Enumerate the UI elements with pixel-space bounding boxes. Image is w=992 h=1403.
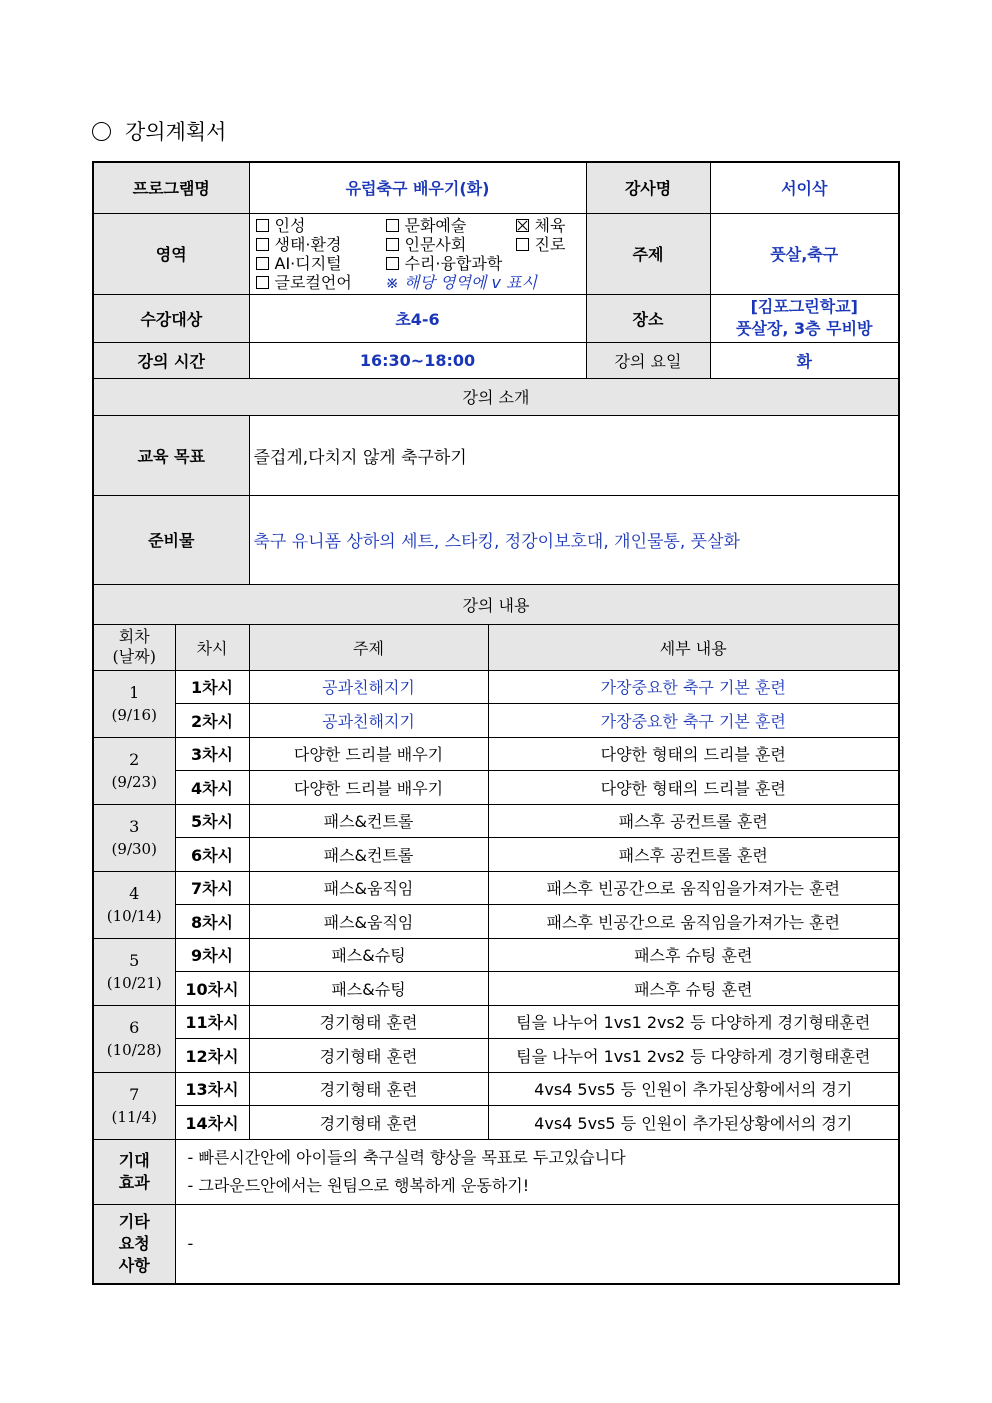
session-cell: 4차시 [175, 771, 249, 805]
session-topic-cell: 경기형태 훈련 [249, 1039, 488, 1073]
session-topic-cell: 경기형태 훈련 [249, 1106, 488, 1140]
prep-value: 축구 유니폼 상하의 세트, 스타킹, 정강이보호대, 개인물통, 풋살화 [249, 495, 899, 584]
session-cell: 2차시 [175, 704, 249, 738]
session-topic-cell: 경기형태 훈련 [249, 1072, 488, 1106]
program-label: 프로그램명 [93, 162, 249, 213]
topic-label: 주제 [586, 213, 710, 294]
area-label: 영역 [93, 213, 249, 294]
session-detail-cell: 패스후 빈공간으로 움직임을가져가는 훈련 [488, 905, 899, 939]
session-row [93, 737, 899, 771]
session-row [93, 771, 899, 805]
round-cell: 2 (9/23) [93, 737, 175, 804]
effects-label: 기대 효과 [93, 1139, 175, 1204]
session-detail-cell: 팀을 나누어 1vs1 2vs2 등 다양하게 경기형태훈련 [488, 1005, 899, 1039]
session-detail-cell: 가장중요한 축구 기본 훈련 [488, 670, 899, 704]
session-cell: 5차시 [175, 804, 249, 838]
session-row [93, 938, 899, 972]
checkbox-icon[interactable] [256, 219, 269, 232]
session-topic-cell: 공과친해지기 [249, 670, 488, 704]
session-detail-cell: 다양한 형태의 드리블 훈련 [488, 771, 899, 805]
session-row [93, 804, 899, 838]
session-topic-cell: 패스&슈팅 [249, 972, 488, 1006]
lecture-plan-table [92, 161, 900, 1285]
checkbox-icon[interactable] [256, 276, 269, 289]
instructor-value: 서이삭 [710, 162, 899, 213]
requests-row [93, 1204, 899, 1284]
area-checklist: 인성 문화예술 체육 생태·환경 인문사회 진로 AI·디지털 수리·융합과학 글로컬언어 ※ 해당 영역에 v 표시 [249, 213, 586, 294]
program-row [93, 162, 899, 213]
session-row [93, 670, 899, 704]
topic-value: 풋살,축구 [710, 213, 899, 294]
session-row [93, 704, 899, 738]
intro-section-title: 강의 소개 [93, 378, 899, 415]
session-cell: 6차시 [175, 838, 249, 872]
goal-value: 즐겁게,다치지 않게 축구하기 [249, 415, 899, 495]
session-detail-cell: 4vs4 5vs5 등 인원이 추가된상황에서의 경기 [488, 1072, 899, 1106]
session-detail-cell: 패스후 빈공간으로 움직임을가져가는 훈련 [488, 871, 899, 905]
area-note: ※ 해당 영역에 v 표시 [385, 272, 537, 292]
checkbox-icon[interactable] [256, 238, 269, 251]
instructor-label: 강사명 [586, 162, 710, 213]
session-row [93, 1005, 899, 1039]
col-session-header: 차시 [175, 624, 249, 670]
requests-label: 기타 요청 사항 [93, 1204, 175, 1284]
session-topic-cell: 공과친해지기 [249, 704, 488, 738]
session-cell: 12차시 [175, 1039, 249, 1073]
checkbox-icon[interactable] [386, 219, 399, 232]
requests-value: - [175, 1204, 899, 1284]
session-cell: 14차시 [175, 1106, 249, 1140]
session-detail-cell: 패스후 슈팅 훈련 [488, 972, 899, 1006]
round-cell: 1 (9/16) [93, 670, 175, 737]
program-value: 유럽축구 배우기(화) [249, 162, 586, 213]
round-cell: 4 (10/14) [93, 871, 175, 938]
session-row [93, 838, 899, 872]
session-topic-cell: 패스&움직임 [249, 905, 488, 939]
area-row [93, 213, 899, 294]
session-row [93, 1072, 899, 1106]
time-value: 16:30~18:00 [249, 342, 586, 378]
session-detail-cell: 가장중요한 축구 기본 훈련 [488, 704, 899, 738]
effects-item: - 그라운드안에서는 원팀으로 행복하게 운동하기! [187, 1175, 530, 1195]
session-cell: 1차시 [175, 670, 249, 704]
session-topic-cell: 다양한 드리블 배우기 [249, 771, 488, 805]
session-topic-cell: 패스&컨트롤 [249, 804, 488, 838]
round-cell: 3 (9/30) [93, 804, 175, 871]
prep-row [93, 495, 899, 584]
session-row [93, 1106, 899, 1140]
time-label: 강의 시간 [93, 342, 249, 378]
target-row [93, 294, 899, 342]
session-detail-cell: 팀을 나누어 1vs1 2vs2 등 다양하게 경기형태훈련 [488, 1039, 899, 1073]
session-cell: 7차시 [175, 871, 249, 905]
checked-checkbox-icon[interactable] [516, 219, 529, 232]
prep-label: 준비물 [93, 495, 249, 584]
session-detail-cell: 4vs4 5vs5 등 인원이 추가된상황에서의 경기 [488, 1106, 899, 1140]
effects-list [175, 1139, 899, 1204]
content-column-headers [93, 624, 899, 670]
round-cell: 7 (11/4) [93, 1072, 175, 1139]
place-label: 장소 [586, 294, 710, 342]
session-topic-cell: 패스&움직임 [249, 871, 488, 905]
session-cell: 8차시 [175, 905, 249, 939]
session-cell: 13차시 [175, 1072, 249, 1106]
checkbox-icon[interactable] [516, 238, 529, 251]
session-row [93, 972, 899, 1006]
content-header-row [93, 584, 899, 624]
round-cell: 5 (10/21) [93, 938, 175, 1005]
target-value: 초4-6 [249, 294, 586, 342]
checkbox-icon[interactable] [386, 257, 399, 270]
col-topic-header: 주제 [249, 624, 488, 670]
session-detail-cell: 패스후 공컨트롤 훈련 [488, 838, 899, 872]
session-topic-cell: 다양한 드리블 배우기 [249, 737, 488, 771]
session-row [93, 1039, 899, 1073]
document-title: 강의계획서 [92, 116, 226, 146]
session-row [93, 905, 899, 939]
session-detail-cell: 다양한 형태의 드리블 훈련 [488, 737, 899, 771]
goal-label: 교육 목표 [93, 415, 249, 495]
circle-bullet-icon [92, 122, 111, 141]
time-row [93, 342, 899, 378]
session-cell: 11차시 [175, 1005, 249, 1039]
place-value: [김포그린학교] 풋살장, 3층 무비방 [710, 294, 899, 342]
effects-item: - 빠른시간안에 아이들의 축구실력 향상을 목표로 두고있습니다 [187, 1147, 626, 1167]
intro-header-row [93, 378, 899, 415]
session-topic-cell: 경기형태 훈련 [249, 1005, 488, 1039]
session-cell: 9차시 [175, 938, 249, 972]
session-cell: 3차시 [175, 737, 249, 771]
session-topic-cell: 패스&슈팅 [249, 938, 488, 972]
content-section-title: 강의 내용 [93, 584, 899, 624]
session-topic-cell: 패스&컨트롤 [249, 838, 488, 872]
target-label: 수강대상 [93, 294, 249, 342]
effects-row [93, 1139, 899, 1204]
session-detail-cell: 패스후 공컨트롤 훈련 [488, 804, 899, 838]
session-row [93, 871, 899, 905]
checkbox-icon[interactable] [256, 257, 269, 270]
goal-row [93, 415, 899, 495]
col-round-header: 회차 (날짜) [93, 624, 175, 670]
session-detail-cell: 패스후 슈팅 훈련 [488, 938, 899, 972]
session-cell: 10차시 [175, 972, 249, 1006]
checkbox-icon[interactable] [386, 238, 399, 251]
round-cell: 6 (10/28) [93, 1005, 175, 1072]
col-detail-header: 세부 내용 [488, 624, 899, 670]
day-value: 화 [710, 342, 899, 378]
day-label: 강의 요일 [586, 342, 710, 378]
